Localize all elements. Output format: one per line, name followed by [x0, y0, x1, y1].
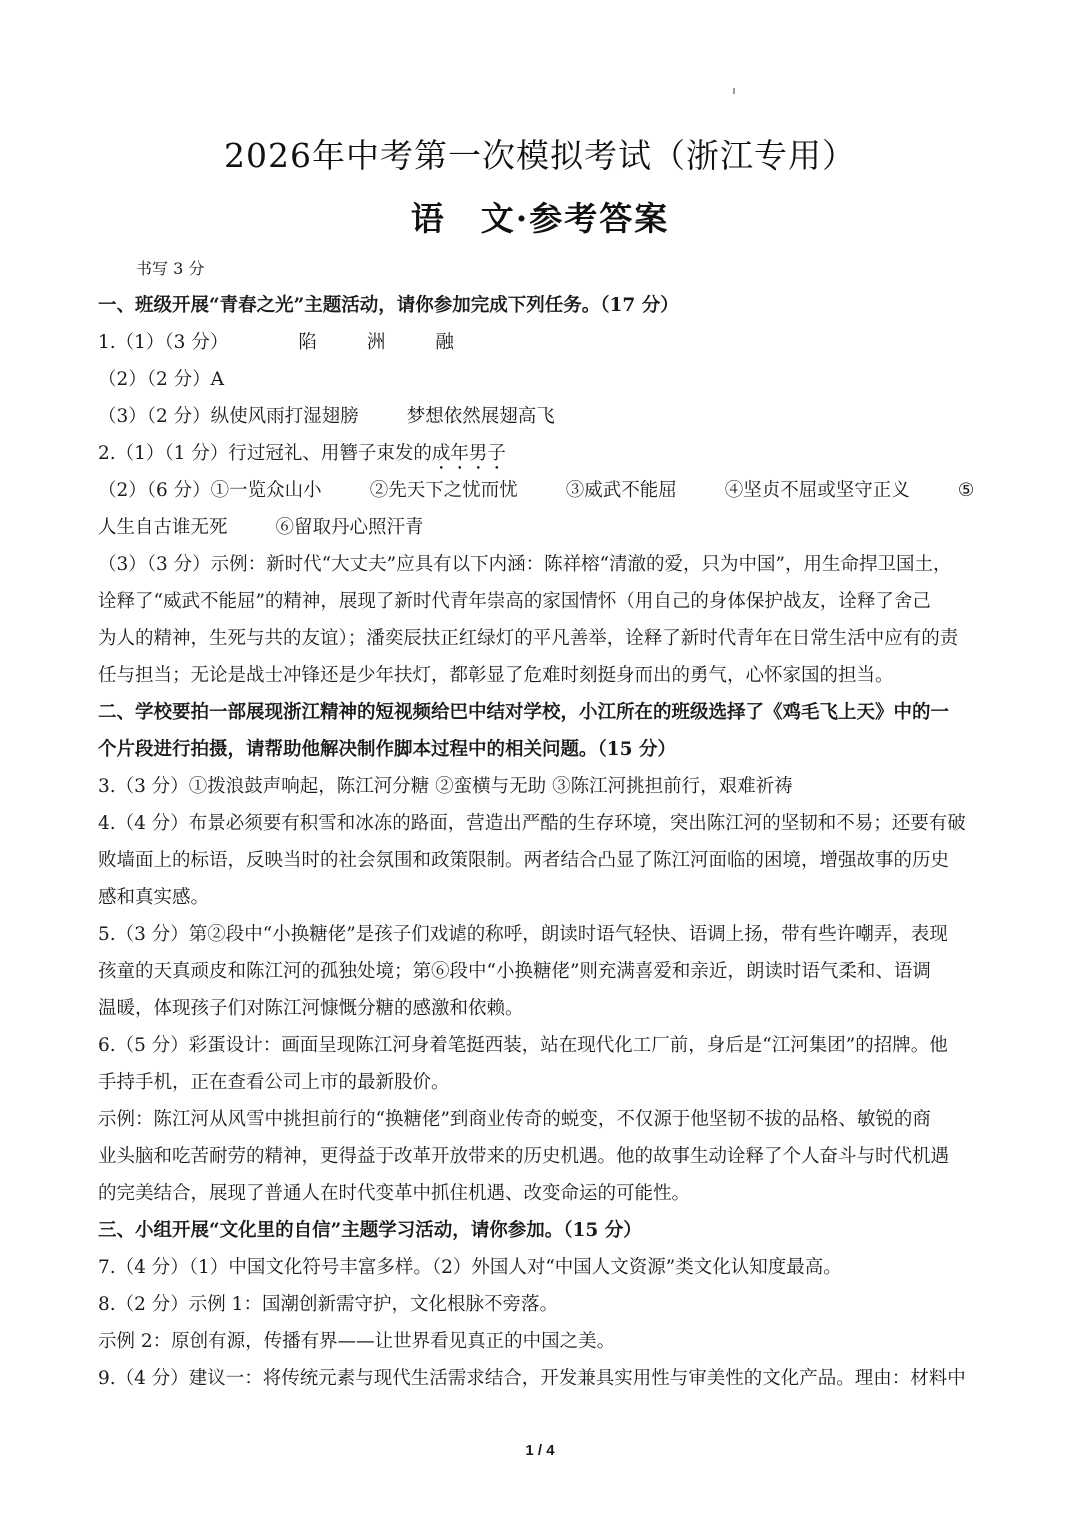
answer-1-1-label: 1.（1）（3 分）: [98, 332, 229, 353]
answer-2-2-item-5: 人生自古谁无死: [98, 517, 228, 538]
section-1-heading: 一、班级开展“青春之光”主题活动，请你参加完成下列任务。（17 分）: [98, 295, 679, 316]
answer-2-1-emphasis: 成年男子: [431, 443, 506, 464]
answer-4-line-3: 感和真实感。: [98, 887, 210, 908]
answer-1-1: [98, 324, 984, 361]
answer-2-2-item-6: ⑥留取丹心照汗青: [275, 517, 424, 538]
document-subtitle: 语 文·参考答案: [410, 199, 670, 238]
answer-2-2-item-3: ③威武不能屈: [565, 480, 677, 501]
answer-2-3-line-1: （3）（3 分）示例：新时代“大丈夫”应具有以下内涵：陈祥榕“清澈的爱，只为中国”，用生命捍卫国土，: [98, 554, 952, 575]
scan-mark: [733, 88, 735, 94]
answer-6-line-3: 示例：陈江河从风雪中挑担前行的“换糖佬”到商业传奇的蜕变，不仅源于他坚韧不拔的品格、敏锐的商: [98, 1109, 931, 1130]
answer-2-2-item-1: （2）（6 分）①一览众山小: [98, 480, 322, 501]
section-2-heading-line-1: 二、学校要拍一部展现浙江精神的短视频给巴中结对学校，小江所在的班级选择了《鸡毛飞上天》中的一: [98, 702, 950, 723]
answer-2-2-item-2: ②先天下之忧而忧: [369, 480, 518, 501]
answer-6-line-2: 手持手机，正在查看公司上市的最新股价。: [98, 1072, 450, 1093]
answer-5-line-3: 温暖，体现孩子们对陈江河慷慨分糖的感激和依赖。: [98, 998, 524, 1019]
answer-2-1-text: 2.（1）（1 分）行过冠礼、用簪子束发的: [98, 443, 432, 464]
writing-score: 书写 3 分: [136, 259, 205, 278]
answer-2-2-cont: [98, 509, 984, 546]
page-number: 1 / 4: [525, 1442, 555, 1459]
answer-2-2: [98, 472, 984, 509]
answer-2-1: [98, 435, 984, 474]
answer-1-1-char-a: 陷: [298, 332, 317, 353]
answer-7: 7.（4 分）（1）中国文化符号丰富多样。（2）外国人对“中国人文资源”类文化认知度最高。: [98, 1257, 842, 1278]
answer-2-3-line-4: 任与担当；无论是战士冲锋还是少年扶灯，都彰显了危难时刻挺身而出的勇气，心怀家国的担当。: [98, 665, 894, 686]
answer-5-line-2: 孩童的天真顽皮和陈江河的孤独处境；第⑥段中“小换糖佬”则充满喜爱和亲近，朗读时语气柔和、语调: [98, 961, 931, 982]
answer-9-line-1: 9.（4 分）建议一：将传统元素与现代生活需求结合，开发兼具实用性与审美性的文化产品。理由：材料中: [98, 1368, 966, 1389]
answer-1-2: （2）（2 分）A: [98, 369, 225, 390]
answer-1-3: [98, 398, 984, 435]
answer-4-line-1: 4.（4 分）布景必须要有积雪和冰冻的路面，营造出严酷的生存环境，突出陈江河的坚韧和不易；还要有破: [98, 813, 966, 834]
answer-1-3-part-b: 梦想依然展翅高飞: [406, 406, 555, 427]
answer-1-1-char-b: 洲: [366, 332, 386, 353]
answer-1-3-part-a: （3）（2 分）纵使风雨打湿翅膀: [98, 406, 359, 427]
answer-2-2-item-5-marker: ⑤: [957, 480, 975, 501]
answer-2-3-line-2: 诠释了“威武不能屈”的精神，展现了新时代青年崇高的家国情怀（用自己的身体保护战友，诠释了舍己: [98, 591, 931, 612]
answer-2-3-line-3: 为人的精神，生死与共的友谊）；潘奕辰扶正红绿灯的平凡善举，诠释了新时代青年在日常生活中应有的责: [98, 628, 959, 649]
answer-5-line-1: 5.（3 分）第②段中“小换糖佬”是孩子们戏谑的称呼，朗读时语气轻快、语调上扬，带有些许嘲弄，表现: [98, 924, 948, 945]
document-title: 2026年中考第一次模拟考试（浙江专用）: [224, 136, 856, 175]
answer-6-line-4: 业头脑和吃苦耐劳的精神，更得益于改革开放带来的历史机遇。他的故事生动诠释了个人奋斗与时代机遇: [98, 1146, 950, 1167]
answer-8-line-1: 8.（2 分）示例 1：国潮创新需守护，文化根脉不旁落。: [98, 1294, 558, 1315]
answer-2-2-item-4: ④坚贞不屈或坚守正义: [724, 480, 910, 501]
answer-8-line-2: 示例 2：原创有源，传播有界——让世界看见真正的中国之美。: [98, 1331, 616, 1352]
answer-1-1-char-c: 融: [435, 332, 454, 353]
section-3-heading: 三、小组开展“文化里的自信”主题学习活动，请你参加。（15 分）: [98, 1220, 642, 1241]
answer-4-line-2: 败墙面上的标语，反映当时的社会氛围和政策限制。两者结合凸显了陈江河面临的困境，增强故事的历史: [98, 850, 950, 871]
answer-6-line-1: 6.（5 分）彩蛋设计：画面呈现陈江河身着笔挺西装，站在现代化工厂前，身后是“江河集团”的招牌。他: [98, 1035, 948, 1056]
answer-6-line-5: 的完美结合，展现了普通人在时代变革中抓住机遇、改变命运的可能性。: [98, 1183, 691, 1204]
answer-3: 3.（3 分）①拨浪鼓声响起，陈江河分糖 ②蛮横与无助 ③陈江河挑担前行，艰难祈祷: [98, 776, 793, 797]
section-2-heading-line-2: 个片段进行拍摄，请帮助他解决制作脚本过程中的相关问题。（15 分）: [98, 739, 676, 760]
